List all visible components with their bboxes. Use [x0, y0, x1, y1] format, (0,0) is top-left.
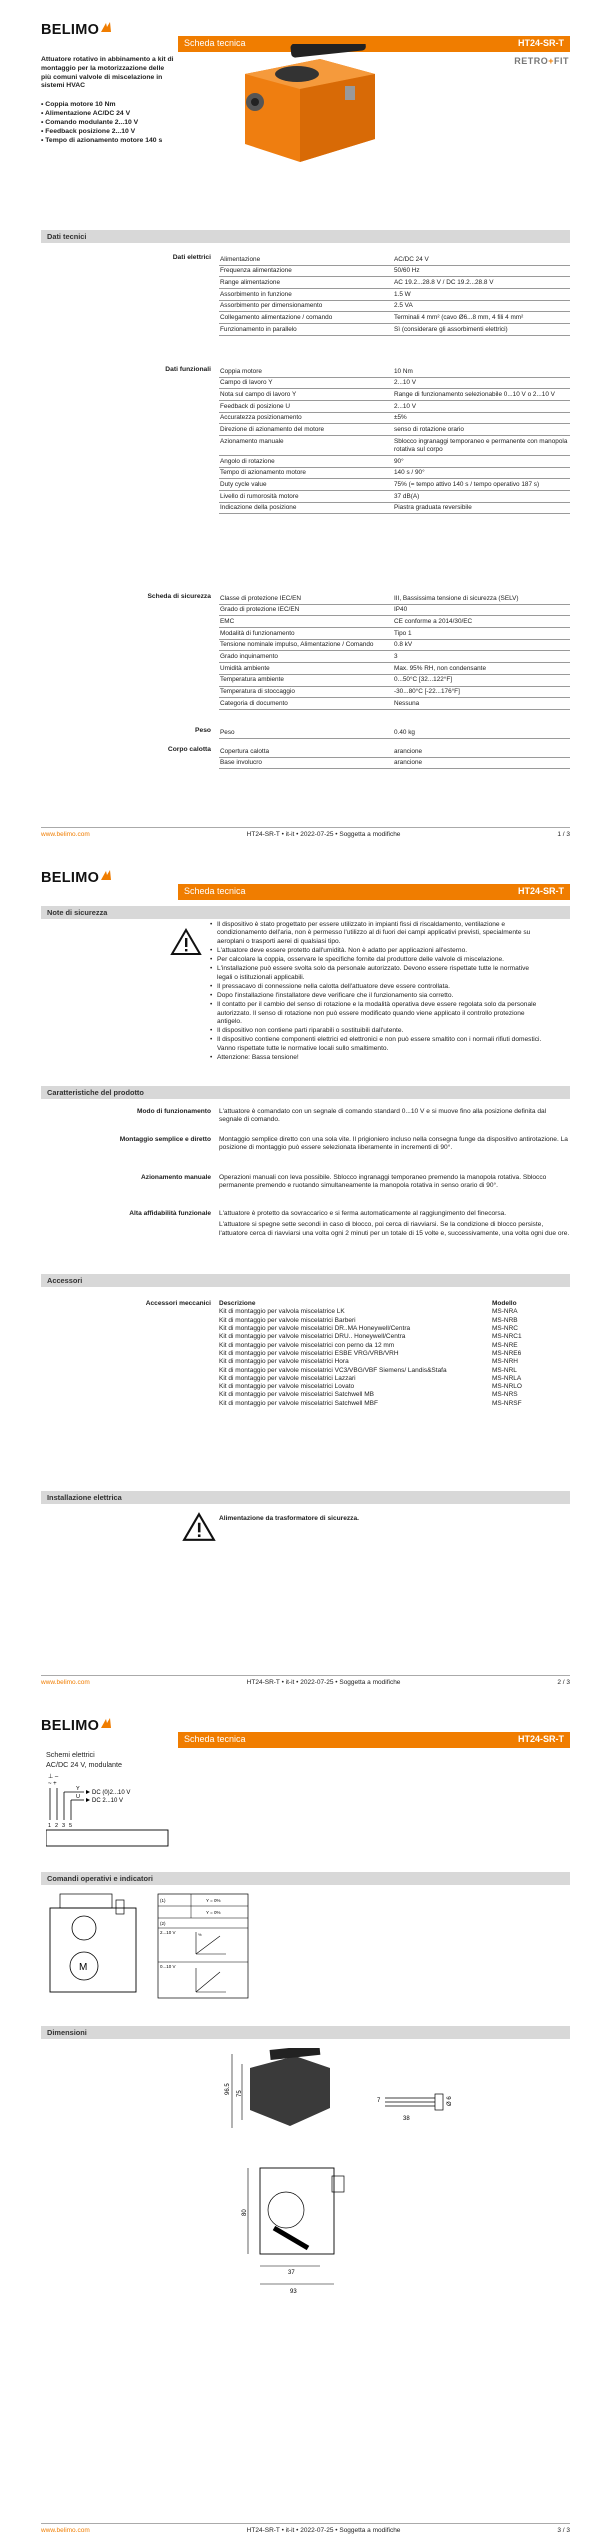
- spec-key: Assorbimento in funzione: [220, 290, 292, 298]
- footer: [41, 1675, 570, 1687]
- accessory-model: MS-NRH: [492, 1358, 518, 1366]
- spec-value: arancione: [394, 759, 423, 767]
- arrow-icon: [86, 1790, 90, 1794]
- dim-height: 75: [237, 2090, 243, 2097]
- controls-diagram: [46, 1892, 366, 2002]
- spec-row: [219, 277, 570, 289]
- accessory-model: MS-NRB: [492, 1316, 518, 1324]
- actuator-side-view: [250, 2056, 330, 2126]
- wiring-heading: [46, 1750, 122, 1769]
- accessories-table: [219, 1300, 566, 1408]
- footer-page: 1 / 3: [557, 831, 570, 838]
- spec-key: Angolo di rotazione: [220, 457, 275, 465]
- note: • L'attuatore deve essere protetto dall'umidità. Non è adatto per applicazioni all'esterno.: [210, 947, 546, 955]
- dim-cable-length: 38: [403, 2116, 410, 2122]
- section-safety: Note di sicurezza: [41, 906, 570, 919]
- spec-row: [219, 312, 570, 324]
- accessory-description: Kit di montaggio per valvola miscelatrice LK: [219, 1308, 345, 1316]
- switch-row-2: (2): [160, 1921, 166, 1926]
- bullet: • Alimentazione AC/DC 24 V: [41, 110, 176, 119]
- spec-row: [219, 698, 570, 710]
- spec-key: Nota sul campo di lavoro Y: [220, 390, 297, 398]
- retrofit-logo: RETRO+FIT: [514, 56, 569, 66]
- feature-text: Operazioni manuali con leva possibile. Sblocco ingranaggi temporaneo premendo la manopola rotativa. Sblocco permanente premendo e ruotando simultaneamente la manopola rotativa in senso orario di 90°.: [219, 1174, 547, 1190]
- table-row: [219, 1367, 566, 1375]
- accessory-model: MS-NRE6: [492, 1349, 522, 1357]
- spec-key: Collegamento alimentazione / comando: [220, 313, 333, 321]
- header-bar: [178, 1732, 570, 1748]
- spec-row: [219, 479, 570, 491]
- accessory-model: MS-NRS: [492, 1391, 518, 1399]
- dim-width: 93: [290, 2289, 297, 2295]
- accessory-description: Kit di montaggio per valvole miscelatrici DRU.. Honeywell/Centra: [219, 1333, 406, 1341]
- spec-value: 0...50°C [32...122°F]: [394, 676, 453, 684]
- spec-key: Assorbimento per dimensionamento: [220, 302, 323, 310]
- logo-text: BELIMO: [41, 869, 100, 886]
- spec-rows: [219, 593, 570, 710]
- spec-value: 10 Nm: [394, 367, 413, 375]
- switch-row-1: (1): [160, 1898, 166, 1903]
- spec-value: Max. 95% RH, non condensante: [394, 664, 487, 672]
- actuator-box: [46, 1830, 168, 1846]
- range-a: 2...10 V: [160, 1930, 176, 1935]
- spec-value: 2...10 V: [394, 402, 417, 410]
- spec-key: Frequenza alimentazione: [220, 267, 292, 275]
- spec-value: Sblocco ingranaggi temporaneo e permanente con manopola rotativa sul corpo: [394, 437, 568, 453]
- spec-row: [219, 605, 570, 617]
- spec-key: Base involucro: [220, 759, 262, 767]
- product-intro: [41, 56, 176, 145]
- y-signal: DC (0)2...10 V: [92, 1790, 131, 1796]
- table-row: [219, 1325, 566, 1333]
- spec-key: Funzionamento in parallelo: [220, 325, 297, 333]
- footer-info: HT24-SR-T • it-it • 2022-07-25 • Soggetta a modifiche: [246, 2527, 401, 2534]
- footer-url[interactable]: www.belimo.com: [41, 831, 90, 838]
- accessory-description: Kit di montaggio per valvole miscelatrici Barberi: [219, 1316, 356, 1324]
- spec-row: [219, 324, 570, 336]
- spec-key: Azionamento manuale: [220, 437, 284, 445]
- spec-rows: [219, 254, 570, 336]
- accessory-model: MS-NRLO: [492, 1383, 522, 1391]
- note: • Il dispositivo contiene componenti elettrici ed elettronici e non può essere smaltito con i normali rifiuti domestici. Vanno rispettate tutte le normative locali sullo smaltimento.: [210, 1036, 546, 1053]
- logo-flame-icon: [100, 1717, 112, 1729]
- spec-rows: [219, 727, 570, 739]
- footer-url[interactable]: www.belimo.com: [41, 1679, 90, 1686]
- header-code: HT24-SR-T: [517, 1734, 564, 1745]
- terminal-3: 3: [62, 1823, 66, 1829]
- accessory-description: Kit di montaggio per valvole miscelatrici DR..MA Honeywell/Centra: [219, 1324, 411, 1332]
- spec-key: Direzione di azionamento del motore: [220, 425, 325, 433]
- note: • Il contatto per il cambio del senso di rotazione e la modalità operativa deve essere regolata solo da personale autorizzato. Il senso di rotazione non può essere modificato quando viene applicato il controllo protezione antigelo.: [210, 1001, 546, 1026]
- header-title: Scheda tecnica: [184, 38, 246, 49]
- arrow-icon: [86, 1798, 90, 1802]
- group-label: Corpo calotta: [167, 746, 211, 753]
- spec-value: 3: [394, 652, 398, 660]
- accessory-model: MS-NRSF: [492, 1399, 522, 1407]
- spec-rows: [219, 366, 570, 514]
- spec-row: [219, 401, 570, 413]
- spec-row: [219, 503, 570, 515]
- feature-label: Azionamento manuale: [141, 1174, 211, 1181]
- spec-value: arancione: [394, 747, 423, 755]
- note: • Attenzione: Bassa tensione!: [210, 1054, 546, 1062]
- spec-value: 75% (= tempo attivo 140 s / tempo operativo 187 s): [394, 480, 540, 488]
- warning-icon: [170, 928, 202, 956]
- spec-value: Sì (considerare gli assorbimenti elettrici): [394, 325, 508, 333]
- group-label: Scheda di sicurezza: [147, 593, 211, 600]
- logo-flame-icon: [100, 21, 112, 33]
- footer: [41, 827, 570, 839]
- dial-icon: [72, 1916, 96, 1940]
- accessory-description: Kit di montaggio per valvole miscelatrici con perno da 12 mm: [219, 1341, 395, 1349]
- spec-value: IP40: [394, 606, 408, 614]
- axis-label: %: [198, 1932, 202, 1937]
- accessories-rows: [219, 1308, 566, 1408]
- feature-label: Modo di funzionamento: [137, 1108, 211, 1115]
- motor-label: M: [79, 1962, 88, 1973]
- page-1: [0, 0, 600, 848]
- logo-flame-icon: [100, 869, 112, 881]
- spec-row: [219, 289, 570, 301]
- spec-row: [219, 640, 570, 652]
- table-row: [219, 1350, 566, 1358]
- spec-row: [219, 413, 570, 425]
- footer-page: 2 / 3: [557, 1679, 570, 1686]
- spec-value: Nessuna: [394, 699, 420, 707]
- group-label: Peso: [195, 727, 211, 734]
- safety-notes: [210, 921, 546, 1063]
- u-signal: DC 2...10 V: [92, 1798, 124, 1804]
- belimo-logo: [41, 21, 112, 39]
- spec-row: [219, 651, 570, 663]
- spec-row: [219, 727, 570, 739]
- spec-value: Terminali 4 mm² (cavo Ø6...8 mm, 4 fili 4 mm²: [394, 313, 524, 321]
- spec-row: [219, 254, 570, 266]
- table-row: [219, 1317, 566, 1325]
- spec-key: Accuratezza posizionamento: [220, 414, 302, 422]
- bullet: • Comando modulante 2...10 V: [41, 119, 176, 128]
- spec-row: [219, 593, 570, 605]
- header-title: Scheda tecnica: [184, 1734, 246, 1745]
- spec-value: 0.40 kg: [394, 728, 415, 736]
- dim-front-height: 80: [242, 2209, 248, 2216]
- accessory-model: MS-NRA: [492, 1308, 518, 1316]
- spec-row: [219, 266, 570, 278]
- spec-key: Coppia motore: [220, 367, 262, 375]
- wiring-diagram: [46, 1770, 186, 1850]
- feature-label: Montaggio semplice e diretto: [119, 1136, 211, 1143]
- spec-key: Peso: [220, 728, 235, 736]
- feature-bullets: [41, 101, 176, 145]
- footer-info: HT24-SR-T • it-it • 2022-07-25 • Soggetta a modifiche: [246, 831, 401, 838]
- spec-value: 140 s / 90°: [394, 469, 425, 477]
- note: • Il dispositivo non contiene parti riparabili o sostituibili dall'utente.: [210, 1027, 546, 1035]
- warning-icon: [182, 1512, 216, 1542]
- section-features: Caratteristiche del prodotto: [41, 1086, 570, 1099]
- table-row: [219, 1400, 566, 1408]
- group-label: Dati elettrici: [172, 254, 211, 261]
- terminal-5: 5: [69, 1823, 73, 1829]
- spec-key: Duty cycle value: [220, 480, 267, 488]
- spec-key: Categoria di documento: [220, 699, 288, 707]
- u-label: U: [76, 1794, 80, 1800]
- spec-row: [219, 616, 570, 628]
- spec-value: 2.5 VA: [394, 302, 413, 310]
- table-row: [219, 1333, 566, 1341]
- spec-value: Piastra graduata reversibile: [394, 504, 472, 512]
- accessory-description: Kit di montaggio per valvole miscelatrici Lazzari: [219, 1374, 356, 1382]
- section-electrical: Installazione elettrica: [41, 1491, 570, 1504]
- product-description: Attuatore rotativo in abbinamento a kit di montaggio per la motorizzazione delle più comuni valvole di miscelazione in sistemi HVAC: [41, 56, 174, 90]
- feature-text: Montaggio semplice diretto con una sola vite. Il prigioniero incluso nella consegna funge da dispositivo antirotazione. La posizione di montaggio può essere selezionata liberamente in incrementi di 90°.: [219, 1136, 568, 1152]
- table-row: [219, 1375, 566, 1383]
- switch-table: [158, 1894, 248, 1998]
- footer-url[interactable]: www.belimo.com: [41, 2527, 90, 2534]
- product-image: [225, 44, 385, 164]
- spec-row: [219, 436, 570, 456]
- spec-row: [219, 758, 570, 770]
- spec-row: [219, 456, 570, 468]
- spec-value: Tipo 1: [394, 629, 412, 637]
- accessory-model: MS-NRC1: [492, 1333, 522, 1341]
- cable-detail-drawing: [375, 2088, 455, 2128]
- group-label: Dati funzionali: [165, 366, 211, 373]
- state-b: Y = 0%: [206, 1910, 221, 1915]
- table-header: Descrizione Modello: [219, 1300, 517, 1307]
- spec-key: Range alimentazione: [220, 278, 281, 286]
- spec-value: senso di rotazione orario: [394, 425, 464, 433]
- spec-row: [219, 746, 570, 758]
- note: • L'installazione può essere svolta solo da personale autorizzato. Devono essere rispettate tutte le normative legali o istituzionali applicabili.: [210, 965, 546, 982]
- accessory-description: Kit di montaggio per valvole miscelatrici Hora: [219, 1358, 349, 1366]
- belimo-logo: [41, 1717, 112, 1735]
- spec-value: 0.8 kV: [394, 641, 413, 649]
- spec-row: [219, 675, 570, 687]
- accessories-label: Accessori meccanici: [145, 1300, 211, 1307]
- note: • Per calcolare la coppia, osservare le specifiche fornite dal produttore delle valvole di miscelazione.: [210, 956, 546, 964]
- belimo-logo: [41, 869, 112, 887]
- spec-value: AC 19.2...28.8 V / DC 19.2...28.8 V: [394, 278, 494, 286]
- accessory-description: Kit di montaggio per valvole miscelatrici VC3/VBG/VBF Siemens/ Landis&Stafa: [219, 1366, 447, 1374]
- bullet: • Coppia motore 10 Nm: [41, 101, 176, 110]
- spec-value: 90°: [394, 457, 404, 465]
- note: • Il pressacavo di connessione nella calotta dell'attuatore deve essere controllata.: [210, 983, 546, 991]
- spec-key: Feedback di posizione U: [220, 402, 290, 410]
- range-b: 0...10 V: [160, 1964, 176, 1969]
- spec-key: Grado inquinamento: [220, 652, 278, 660]
- section-accessories: Accessori: [41, 1274, 570, 1287]
- table-row: [219, 1308, 566, 1316]
- note: • Il dispositivo è stato progettato per essere utilizzato in impianti fissi di riscaldamento, ventilazione e condizionamento dell'aria, non è permesso l'utilizzo al di fuori dei campi applicativi previsti, specialmente su aeroplani o trasporti aerei di qualsiasi tipo.: [210, 921, 546, 946]
- dim-strip: 7: [377, 2098, 381, 2104]
- spec-key: Modalità di funzionamento: [220, 629, 295, 637]
- accessory-description: Kit di montaggio per valvole miscelatrici Satchwell MBF: [219, 1399, 378, 1407]
- spec-value: 50/60 Hz: [394, 267, 420, 275]
- bullet: • Tempo di azionamento motore 140 s: [41, 137, 176, 146]
- electrical-warning: Alimentazione da trasformatore di sicurezza.: [219, 1515, 359, 1522]
- spec-key: Umidità ambiente: [220, 664, 270, 672]
- accessory-model: MS-NRC: [492, 1324, 518, 1332]
- accessory-model: MS-NRE: [492, 1341, 518, 1349]
- dim-cable-diameter: Ø 6: [447, 2096, 453, 2106]
- spec-row: [219, 378, 570, 390]
- spec-rows: [219, 746, 570, 769]
- logo-text: BELIMO: [41, 1717, 100, 1734]
- spec-value: 37 dB(A): [394, 492, 420, 500]
- accessory-description: Kit di montaggio per valvole miscelatrici Satchwell MB: [219, 1391, 374, 1399]
- spec-key: Livello di rumorosità motore: [220, 492, 299, 500]
- spec-key: Tempo di azionamento motore: [220, 469, 306, 477]
- state-a: Y = 0%: [206, 1898, 221, 1903]
- accessory-model: MS-NRLA: [492, 1374, 522, 1382]
- terminal-1: 1: [48, 1823, 52, 1829]
- spec-row: [219, 468, 570, 480]
- spec-key: Tensione nominale impulso, Alimentazione / Comando: [220, 641, 374, 649]
- switch-icon: [116, 1900, 124, 1914]
- table-row: [219, 1383, 566, 1391]
- wiring-title: Schemi elettrici: [46, 1750, 95, 1759]
- spec-value: AC/DC 24 V: [394, 255, 429, 263]
- spec-key: Grado di protezione IEC/EN: [220, 606, 300, 614]
- wire-minus-label: ⊥ –: [48, 1774, 59, 1780]
- accessory-model: MS-NRL: [492, 1366, 517, 1374]
- bullet: • Feedback posizione 2...10 V: [41, 128, 176, 137]
- spec-key: Alimentazione: [220, 255, 261, 263]
- spec-key: Temperatura di stoccaggio: [220, 688, 295, 695]
- spec-key: Indicazione della posizione: [220, 504, 297, 512]
- header-title: Scheda tecnica: [184, 886, 246, 897]
- spec-key: Classe di protezione IEC/EN: [220, 594, 301, 602]
- spec-row: [219, 687, 570, 699]
- terminal-2: 2: [55, 1823, 59, 1829]
- wiring-subtitle: AC/DC 24 V, modulante: [46, 1759, 123, 1769]
- y-label: Y: [76, 1786, 80, 1792]
- dim-mid-width: 37: [288, 2270, 295, 2276]
- spec-key: Temperatura ambiente: [220, 676, 284, 684]
- spec-value: Range di funzionamento selezionabile 0...10 V o 2...10 V: [394, 390, 555, 398]
- accessory-description: Kit di montaggio per valvole miscelatrici ESBE VRG/VRB/VRH: [219, 1349, 399, 1357]
- table-row: [219, 1342, 566, 1350]
- header-code: HT24-SR-T: [517, 886, 564, 897]
- spec-row: [219, 389, 570, 401]
- table-row: [219, 1358, 566, 1366]
- note: • Dopo l'installazione l'installatore deve verificare che il funzionamento sia corretto.: [210, 992, 546, 1000]
- footer: [41, 2523, 570, 2535]
- wire-plus-label: ~ +: [48, 1781, 57, 1787]
- spec-row: [219, 663, 570, 675]
- spec-key: Copertura calotta: [220, 747, 270, 755]
- spec-value: 2...10 V: [394, 379, 417, 387]
- feature-text-2: L'attuatore si spegne sette secondi in caso di blocco, poi cerca di riavviarsi. Se la condizione di blocco persiste, l'attuatore cerca di riavviarsi una volta ogni 2 minuti per un totale di 15 volte e, successivamente, una volta ogni due ore.: [219, 1221, 570, 1237]
- feature-text: L'attuatore è protetto da sovraccarico e si ferma automaticamente al raggiungimento del finecorsa.: [219, 1210, 507, 1217]
- footer-info: HT24-SR-T • it-it • 2022-07-25 • Soggetta a modifiche: [246, 1679, 401, 1686]
- spec-row: [219, 424, 570, 436]
- spec-row: [219, 366, 570, 378]
- spec-row: [219, 628, 570, 640]
- dimension-drawing: [220, 2048, 370, 2298]
- spec-value: -30...80°C [-22...176°F]: [394, 688, 460, 695]
- feature-text: L'attuatore è comandato con un segnale di comando standard 0...10 V e si muove fino alla posizione definita dal segnale di comando.: [219, 1108, 547, 1124]
- page-2: [0, 848, 600, 1696]
- feature-label: Alta affidabilità funzionale: [129, 1210, 211, 1217]
- spec-key: EMC: [220, 617, 235, 625]
- spec-row: [219, 491, 570, 503]
- spec-value: 1.5 W: [394, 290, 411, 298]
- header-code: HT24-SR-T: [517, 38, 564, 49]
- spec-key: Campo di lavoro Y: [220, 379, 273, 387]
- spec-row: [219, 301, 570, 313]
- header-bar: [178, 884, 570, 900]
- footer-page: 3 / 3: [557, 2527, 570, 2534]
- accessory-description: Kit di montaggio per valvole miscelatrici Lovato: [219, 1383, 355, 1391]
- spec-value: ±5%: [394, 414, 407, 422]
- section-tech-data: Dati tecnici: [41, 230, 570, 243]
- spec-value: III, Bassissima tensione di sicurezza (SELV): [394, 594, 519, 602]
- table-row: [219, 1391, 566, 1399]
- spec-value: CE conforme a 2014/30/EC: [394, 617, 473, 625]
- dim-height-total: 96.5: [225, 2083, 231, 2095]
- section-controls: Comandi operativi e indicatori: [41, 1872, 570, 1885]
- page-3: [0, 1696, 600, 2544]
- section-dimensions: Dimensioni: [41, 2026, 570, 2039]
- logo-text: BELIMO: [41, 21, 100, 38]
